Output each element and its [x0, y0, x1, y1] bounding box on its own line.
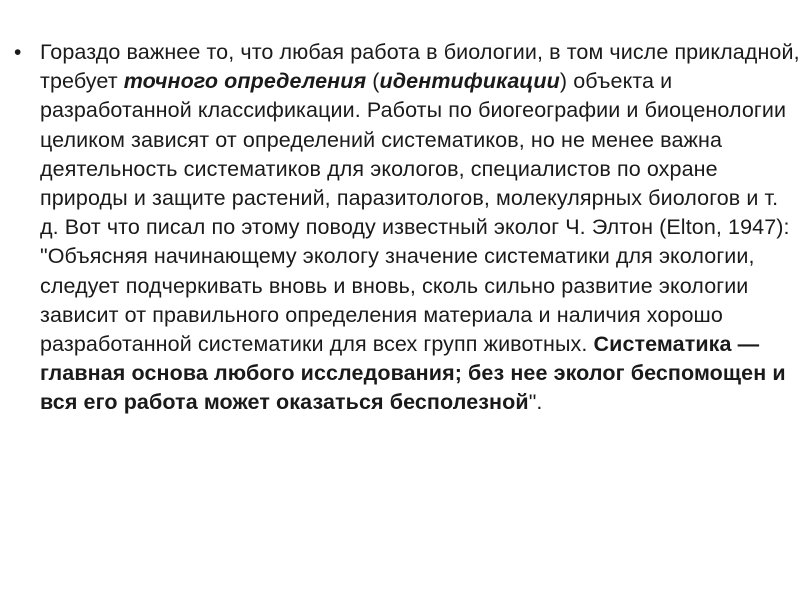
bullet-icon: •	[14, 41, 22, 64]
emphasis-identification: идентификации	[379, 69, 560, 94]
paragraph-text-closing: ".	[528, 390, 543, 415]
bullet-item	[14, 38, 800, 418]
emphasis-definition: точного определения	[123, 69, 367, 94]
paragraph-text-main: ) объекта и разработанной классификации. Работы по биогеографии и биоценологии целиком зависят от определений систематиков, но не менее важна деятельность систематиков для экологов, специалистов по охране природы и защите растений, паразитологов, молекулярных биологов и т. д. Вот что писал по этому поводу известный эколог Ч. Элтон (Elton, 1947): "Объясняя начинающему экологу значение систематики для экологии, следует подчеркивать вновь и вновь, сколь сильно развитие экологии зависит от правильного определения материала и наличия хорошо разработанной систематики для всех групп животных.	[40, 69, 790, 357]
body-paragraph	[40, 38, 800, 418]
paragraph-text-open-paren: (	[366, 69, 380, 94]
paragraph-text-intro: Гораздо важнее то, что любая работа в биологии, в том числе прикладной, требует	[40, 40, 800, 94]
bold-conclusion: Систематика — главная основа любого исследования; без нее эколог беспомощен и вся его работа может оказаться бесполезной	[40, 332, 786, 415]
